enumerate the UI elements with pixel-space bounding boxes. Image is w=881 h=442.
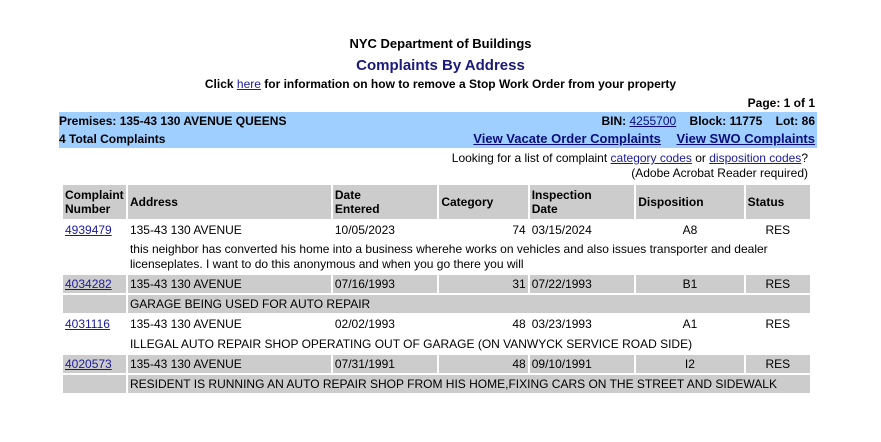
complaint-number-link[interactable]: 4034282 xyxy=(65,277,112,291)
lot-label: Lot: xyxy=(775,114,799,128)
complaint-number-cell xyxy=(63,355,126,373)
complaint-description: GARAGE BEING USED FOR AUTO REPAIR xyxy=(128,295,810,313)
category-cell: 74 xyxy=(512,223,526,237)
category-cell: 31 xyxy=(439,275,527,293)
disposition-codes-link[interactable]: disposition codes xyxy=(709,151,802,165)
col-category: Category xyxy=(439,185,527,219)
description-row xyxy=(63,375,810,393)
block-label: Block: xyxy=(689,114,727,128)
table-row xyxy=(63,275,810,293)
page-title: Complaints By Address xyxy=(356,57,525,74)
complaint-description: RESIDENT IS RUNNING AN AUTO REPAIR SHOP FROM HIS HOME,FIXING CARS ON THE STREET AND SIDEWALK xyxy=(128,375,810,393)
acrobat-note: (Adobe Acrobat Reader required) xyxy=(631,166,808,180)
status-cell: RES xyxy=(746,275,810,293)
disposition-cell: I2 xyxy=(636,355,743,373)
complaint-number-link[interactable]: 4020573 xyxy=(65,357,112,371)
table-row xyxy=(63,221,810,239)
swo-complaints-link[interactable]: View SWO Complaints xyxy=(676,131,815,146)
description-spacer xyxy=(63,241,126,273)
stop-work-order-info-link[interactable]: here xyxy=(236,77,261,91)
date-entered-cell: 10/05/2023 xyxy=(334,223,395,237)
lot-value: 86 xyxy=(801,114,815,128)
address-cell: 135-43 130 AVENUE xyxy=(129,317,242,331)
vacate-order-complaints-link[interactable]: View Vacate Order Complaints xyxy=(473,131,661,146)
complaint-description: this neighbor has converted his home into a business wherehe works on vehicles and also issues transporter and dealer licenseplates. I want to do this anonymous and when you go there you will xyxy=(129,242,768,271)
category-cell: 48 xyxy=(439,355,527,373)
table-row xyxy=(63,315,810,333)
description-spacer xyxy=(63,375,126,393)
description-row xyxy=(63,241,810,273)
complaint-number-cell xyxy=(63,315,126,333)
bin-label: BIN: xyxy=(601,114,627,128)
disposition-cell: A1 xyxy=(682,317,698,331)
status-cell: RES xyxy=(746,355,810,373)
bin-link[interactable]: 4255700 xyxy=(629,114,677,128)
description-spacer xyxy=(63,335,126,353)
status-cell: RES xyxy=(765,317,791,331)
status-cell: RES xyxy=(765,223,791,237)
col-disposition: Disposition xyxy=(636,185,743,219)
code-lookup-note xyxy=(452,151,808,181)
block-value: 11775 xyxy=(729,114,763,128)
complaint-number-cell xyxy=(63,275,126,293)
col-date-entered: Date Entered xyxy=(333,185,437,219)
info-prefix: Click xyxy=(204,77,237,91)
lookup-prefix: Looking for a list of complaint xyxy=(451,151,611,165)
stop-work-order-info xyxy=(0,77,881,91)
complaint-description: ILLEGAL AUTO REPAIR SHOP OPERATING OUT OF GARAGE (ON VANWYCK SERVICE ROAD SIDE) xyxy=(129,336,693,351)
address-cell: 135-43 130 AVENUE xyxy=(128,355,331,373)
address-cell: 135-43 130 AVENUE xyxy=(129,223,242,237)
address-cell: 135-43 130 AVENUE xyxy=(128,275,331,293)
category-cell: 48 xyxy=(512,317,526,331)
description-row xyxy=(63,295,810,313)
property-ids xyxy=(601,114,815,128)
table-row xyxy=(63,355,810,373)
inspection-date-cell: 09/10/1991 xyxy=(530,355,634,373)
description-spacer xyxy=(63,295,126,313)
complaint-links xyxy=(461,131,815,146)
premises-label: Premises: 135-43 130 AVENUE QUEENS xyxy=(59,114,287,128)
info-suffix: for information on how to remove a Stop Work Order from your property xyxy=(260,77,677,91)
lookup-suffix: ? xyxy=(801,151,808,165)
premises-band xyxy=(59,112,817,148)
complaint-number-link[interactable]: 4939479 xyxy=(65,223,112,237)
col-inspection-date: Inspection Date xyxy=(530,185,634,219)
complaint-number-link[interactable]: 4031116 xyxy=(65,317,110,331)
agency-title: NYC Department of Buildings xyxy=(349,36,532,51)
description-row xyxy=(63,335,810,353)
complaint-number-cell xyxy=(63,221,126,239)
col-status: Status xyxy=(746,185,810,219)
code-lookup-line xyxy=(452,151,808,166)
inspection-date-cell: 03/15/2024 xyxy=(531,223,592,237)
inspection-date-cell: 07/22/1993 xyxy=(530,275,634,293)
category-codes-link[interactable]: category codes xyxy=(610,151,692,165)
total-complaints: 4 Total Complaints xyxy=(59,132,166,146)
date-entered-cell: 02/02/1993 xyxy=(334,317,395,331)
complaints-table xyxy=(61,183,812,395)
date-entered-cell: 07/16/1993 xyxy=(333,275,437,293)
lookup-middle: or xyxy=(691,151,710,165)
col-address: Address xyxy=(128,185,331,219)
date-entered-cell: 07/31/1991 xyxy=(333,355,437,373)
col-complaint-number: Complaint Number xyxy=(63,185,126,219)
table-header-row xyxy=(63,185,810,219)
inspection-date-cell: 03/23/1993 xyxy=(531,317,592,331)
disposition-cell: A8 xyxy=(682,223,698,237)
disposition-cell: B1 xyxy=(636,275,743,293)
page-indicator: Page: 1 of 1 xyxy=(747,96,815,110)
